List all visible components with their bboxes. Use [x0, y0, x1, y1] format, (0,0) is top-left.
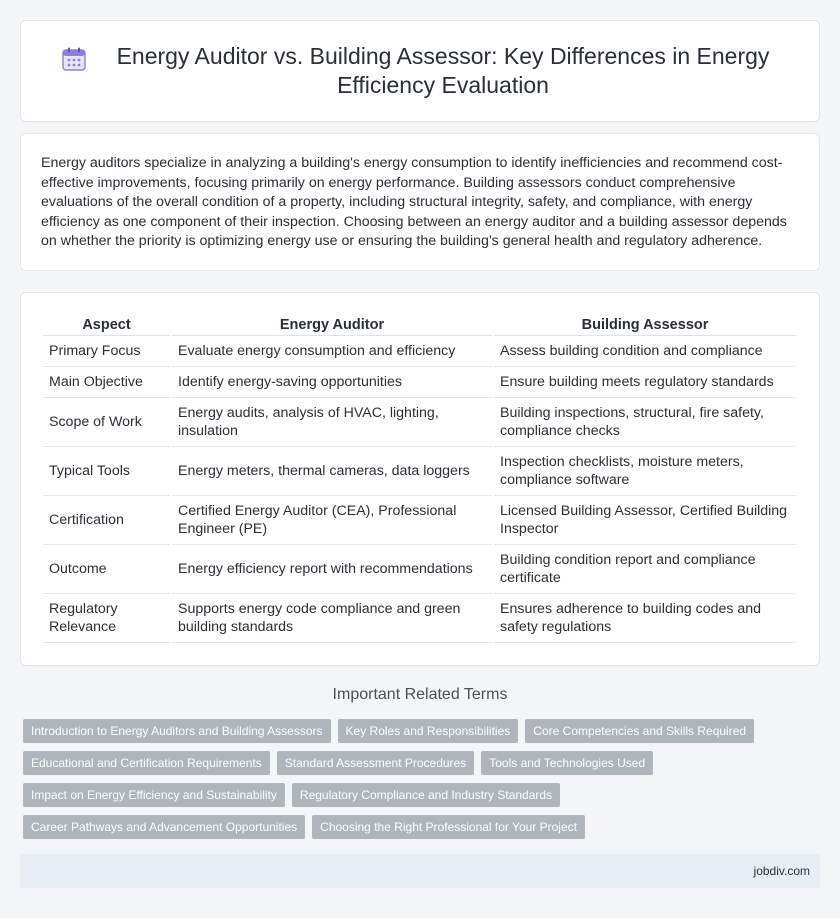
cell-building-assessor: Licensed Building Assessor, Certified Building Inspector: [494, 496, 796, 545]
footer-site-link[interactable]: jobdiv.com: [753, 864, 810, 878]
cell-energy-auditor: Certified Energy Auditor (CEA), Professional Engineer (PE): [172, 496, 492, 545]
cell-aspect: Outcome: [43, 545, 170, 594]
cell-aspect: Certification: [43, 496, 170, 545]
related-terms-tags: [23, 719, 823, 847]
table-row: [43, 545, 796, 594]
tag-row: [23, 751, 823, 775]
intro-paragraph: Energy auditors specialize in analyzing a building's energy consumption to identify inefficiencies and recommend cost-effective improvements, focusing primarily on energy performance. Building assessors conduct comprehensive evaluations of the overall condition of a property, including structural integrity, safety, and compliance, with energy efficiency as one component of their inspection. Choosing between an energy auditor and a building assessor depends on whether the priority is optimizing energy use or ensuring the building's general health and regulatory adherence.: [41, 155, 787, 249]
tag-link[interactable]: Regulatory Compliance and Industry Standards: [292, 783, 560, 807]
tag-row: [23, 783, 823, 807]
cell-energy-auditor: Energy efficiency report with recommendations: [172, 545, 492, 594]
footer: [20, 854, 820, 888]
related-terms-title: Important Related Terms: [332, 686, 508, 703]
cell-aspect: Main Objective: [43, 367, 170, 398]
tag-row: [23, 719, 823, 743]
comparison-table-card: [20, 292, 820, 666]
cell-building-assessor: Building condition report and compliance certificate: [494, 545, 796, 594]
comparison-table: [41, 311, 798, 643]
cell-building-assessor: Assess building condition and compliance: [494, 336, 796, 367]
cell-aspect: Scope of Work: [43, 398, 170, 447]
header-building-assessor: Building Assessor: [494, 311, 796, 336]
tag-link[interactable]: Impact on Energy Efficiency and Sustainability: [23, 783, 285, 807]
cell-energy-auditor: Energy meters, thermal cameras, data loggers: [172, 447, 492, 496]
calendar-icon: [61, 46, 87, 72]
table-row: [43, 367, 796, 398]
header-inner: [61, 42, 779, 100]
tag-link[interactable]: Introduction to Energy Auditors and Building Assessors: [23, 719, 331, 743]
table-header-row: [43, 311, 796, 336]
table-row: [43, 594, 796, 643]
cell-building-assessor: Inspection checklists, moisture meters, compliance software: [494, 447, 796, 496]
tag-link[interactable]: Career Pathways and Advancement Opportunities: [23, 815, 305, 839]
tag-link[interactable]: Tools and Technologies Used: [481, 751, 653, 775]
cell-building-assessor: Building inspections, structural, fire safety, compliance checks: [494, 398, 796, 447]
cell-aspect: Regulatory Relevance: [43, 594, 170, 643]
cell-building-assessor: Ensure building meets regulatory standards: [494, 367, 796, 398]
tag-link[interactable]: Educational and Certification Requirements: [23, 751, 270, 775]
header-aspect: Aspect: [43, 311, 170, 336]
cell-energy-auditor: Evaluate energy consumption and efficiency: [172, 336, 492, 367]
table-row: [43, 398, 796, 447]
cell-building-assessor: Ensures adherence to building codes and safety regulations: [494, 594, 796, 643]
cell-energy-auditor: Supports energy code compliance and green building standards: [172, 594, 492, 643]
header-energy-auditor: Energy Auditor: [172, 311, 492, 336]
tag-link[interactable]: Standard Assessment Procedures: [277, 751, 474, 775]
tag-link[interactable]: Core Competencies and Skills Required: [525, 719, 754, 743]
cell-aspect: Typical Tools: [43, 447, 170, 496]
page-title: Energy Auditor vs. Building Assessor: Key Differences in Energy Efficiency Evaluation: [116, 43, 770, 98]
header-card: [20, 20, 820, 122]
table-row: [43, 447, 796, 496]
intro-card: [20, 133, 820, 271]
tag-row: [23, 815, 823, 839]
tag-link[interactable]: Key Roles and Responsibilities: [338, 719, 519, 743]
tag-link[interactable]: Choosing the Right Professional for Your Project: [312, 815, 585, 839]
cell-energy-auditor: Energy audits, analysis of HVAC, lighting, insulation: [172, 398, 492, 447]
table-row: [43, 336, 796, 367]
cell-aspect: Primary Focus: [43, 336, 170, 367]
cell-energy-auditor: Identify energy-saving opportunities: [172, 367, 492, 398]
table-row: [43, 496, 796, 545]
